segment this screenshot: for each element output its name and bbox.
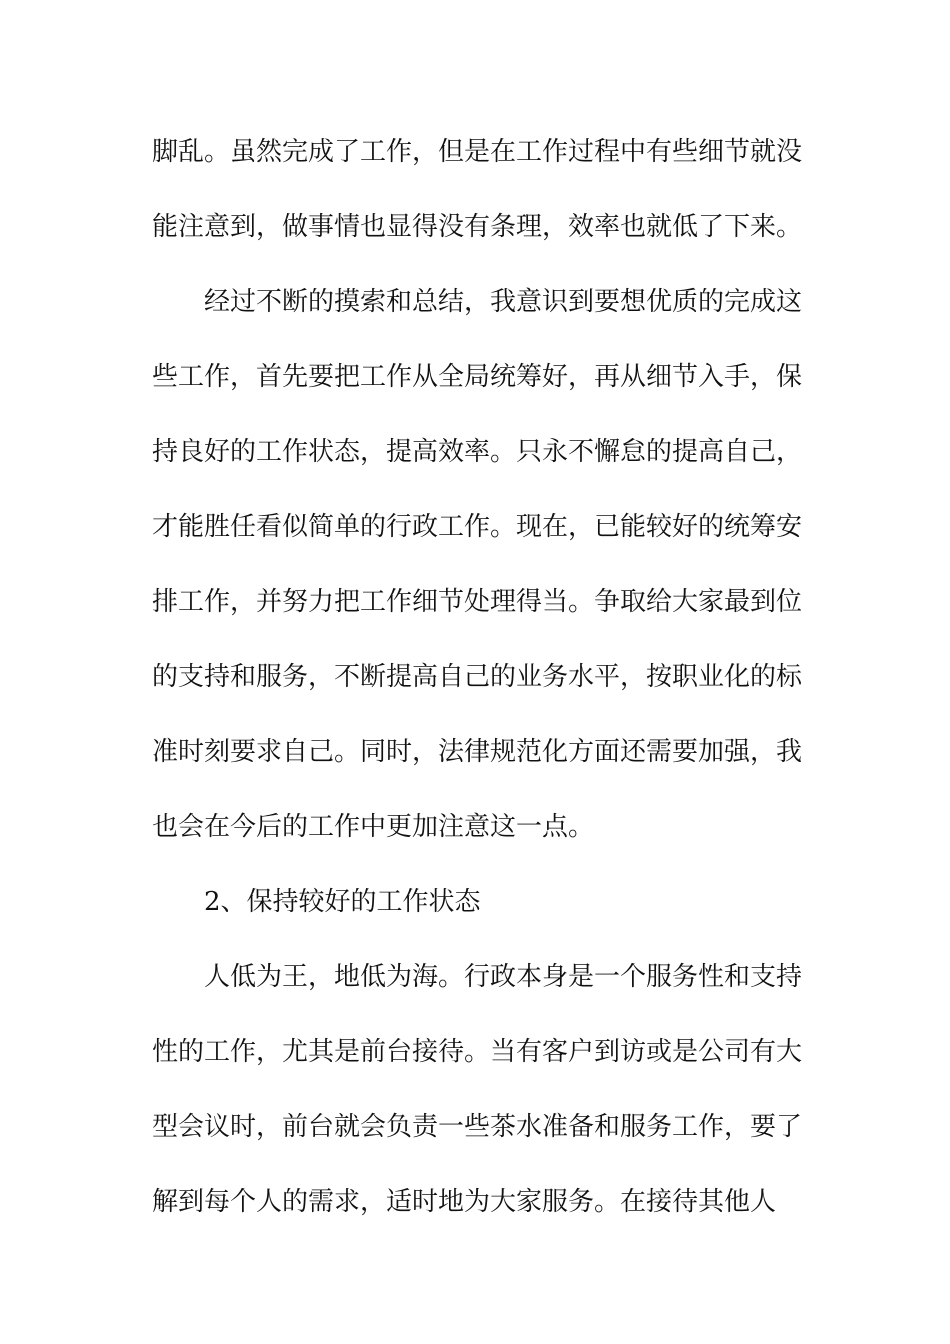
text-line: 也会在今后的工作中更加注意这一点。	[152, 812, 595, 842]
text-line: 持良好的工作状态，提高效率。只永不懈怠的提高自己，	[152, 437, 803, 467]
text-line: 脚乱。虽然完成了工作，但是在工作过程中有些细节就没	[152, 137, 803, 167]
text-line: 经过不断的摸索和总结，我意识到要想优质的完成这	[204, 287, 803, 317]
section-heading: 2、保持较好的工作状态	[204, 887, 481, 917]
text-line: 解到每个人的需求，适时地为大家服务。在接待其他人	[152, 1187, 777, 1217]
text-line: 才能胜任看似简单的行政工作。现在，已能较好的统筹安	[152, 512, 803, 542]
text-line: 人低为王，地低为海。行政本身是一个服务性和支持	[204, 962, 803, 992]
text-line: 些工作，首先要把工作从全局统筹好，再从细节入手，保	[152, 362, 803, 392]
text-line: 的支持和服务，不断提高自己的业务水平，按职业化的标	[152, 662, 803, 692]
text-line: 排工作，并努力把工作细节处理得当。争取给大家最到位	[152, 587, 803, 617]
text-line: 准时刻要求自己。同时，法律规范化方面还需要加强，我	[152, 737, 803, 767]
document-body	[152, 127, 802, 1252]
text-line: 型会议时，前台就会负责一些茶水准备和服务工作，要了	[152, 1112, 803, 1142]
text-line: 性的工作，尤其是前台接待。当有客户到访或是公司有大	[152, 1037, 803, 1067]
text-line: 能注意到，做事情也显得没有条理，效率也就低了下来。	[152, 212, 803, 242]
